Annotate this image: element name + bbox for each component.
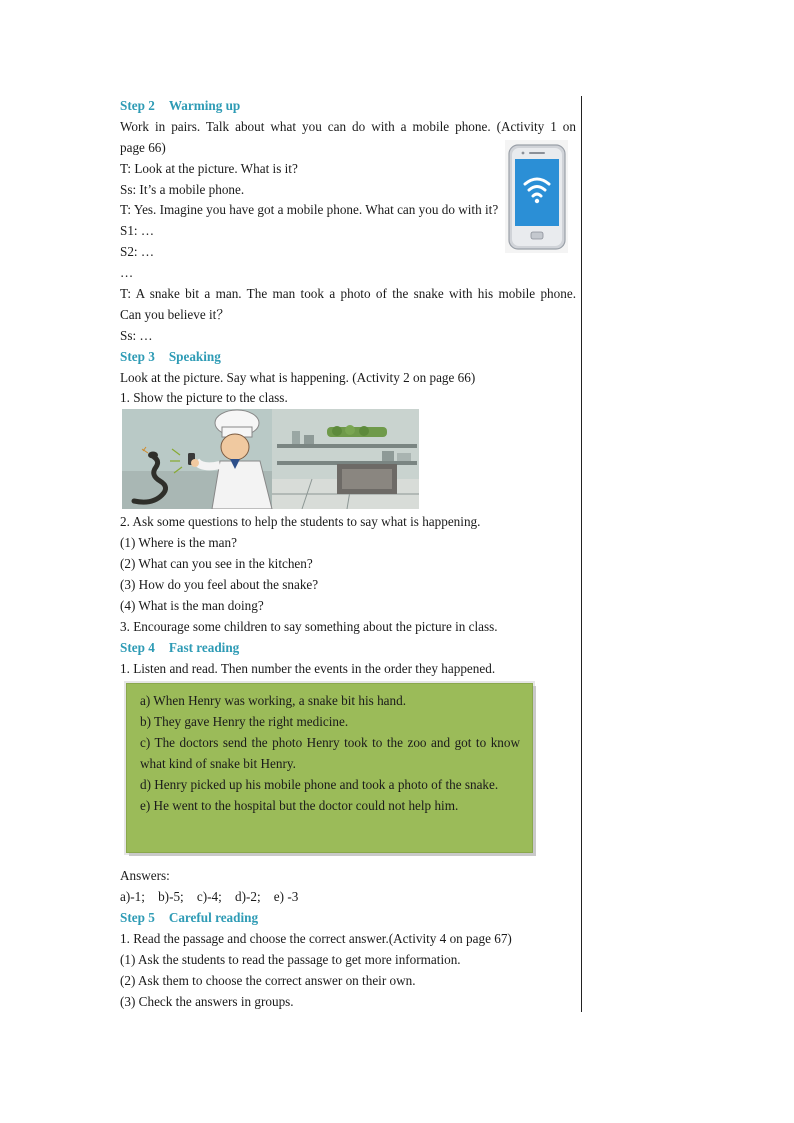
event-item: d) Henry picked up his mobile phone and took a photo of the snake.: [140, 776, 499, 792]
dialogue-line: S1: …: [120, 223, 155, 239]
step2-instruction-line1: Work in pairs. Talk about what you can do with a mobile phone. (Activity 1 on: [120, 118, 576, 134]
dialogue-line: S2: …: [120, 244, 155, 260]
step5-heading: [120, 908, 576, 929]
step5-sub-item: (2) Ask them to choose the correct answer on their own.: [120, 972, 416, 988]
step2-instruction-line2: page 66): [120, 139, 166, 155]
step5-sub-item: (1) Ask the students to read the passage to get more information.: [120, 952, 461, 968]
dialogue-line: T: Look at the picture. What is it?: [120, 160, 298, 176]
dialogue-line: Can you believe it？: [120, 306, 230, 322]
step3-point-3: 3. Encourage some children to say something about the picture in class.: [120, 618, 498, 634]
question-item: (3) How do you feel about the snake?: [120, 577, 319, 593]
question-item: (4) What is the man doing?: [120, 597, 264, 613]
answers-label: Answers:: [120, 868, 170, 884]
event-item: c) The doctors send the photo Henry took to the zoo and got to know what kind of snake bit Henry.: [140, 734, 520, 771]
events-list: [140, 691, 520, 816]
mobile-phone-picture: [505, 140, 568, 253]
step2-heading: [120, 96, 576, 117]
dialogue-line: Ss: …: [120, 327, 153, 343]
step3-label: Step 3: [120, 348, 155, 364]
dialogue-line: T: A snake bit a man. The man took a photo of the snake with his mobile phone.: [120, 286, 576, 302]
step5-point-1: 1. Read the passage and choose the correct answer.(Activity 4 on page 67): [120, 931, 512, 947]
events-box: [126, 683, 533, 853]
dialogue-line: Ss: It’s a mobile phone.: [120, 181, 245, 197]
dialogue-line: T: Yes. Imagine you have got a mobile phone. What can you do with it?: [120, 202, 499, 218]
step2-label: Step 2: [120, 98, 155, 113]
step4-instruction: 1. Listen and read. Then number the events in the order they happened.: [120, 660, 496, 676]
step4-label: Step 4: [120, 639, 155, 655]
page-right-rule: [581, 96, 582, 1012]
step2-title: Warming up: [168, 98, 241, 113]
event-item: a) When Henry was working, a snake bit his hand.: [140, 693, 407, 708]
step3-instruction: Look at the picture. Say what is happening. (Activity 2 on page 66): [120, 369, 476, 385]
kitchen-snake-picture: [122, 409, 419, 509]
step3-point-2: 2. Ask some questions to help the students to say what is happening.: [120, 514, 481, 530]
event-item: e) He went to the hospital but the doctor could not help him.: [140, 797, 459, 813]
event-item: b) They gave Henry the right medicine.: [140, 713, 349, 729]
step3-heading: [120, 347, 576, 368]
step4-heading: [120, 638, 576, 659]
step3-title: Speaking: [168, 348, 221, 364]
answers-line: a)-1; b)-5; c)-4; d)-2; e) -3: [120, 889, 299, 905]
step5-title: Careful reading: [168, 910, 259, 926]
step3-point-1: 1. Show the picture to the class.: [120, 390, 288, 406]
step5-sub-item: (3) Check the answers in groups.: [120, 993, 294, 1009]
chef-snake-illustration: [122, 409, 419, 509]
question-item: (2) What can you see in the kitchen?: [120, 556, 313, 572]
mobile-phone-icon: [505, 140, 568, 253]
step4-title: Fast reading: [168, 639, 240, 655]
step5-label: Step 5: [120, 910, 155, 926]
question-item: (1) Where is the man?: [120, 535, 237, 551]
dialogue-line: …: [120, 265, 134, 281]
